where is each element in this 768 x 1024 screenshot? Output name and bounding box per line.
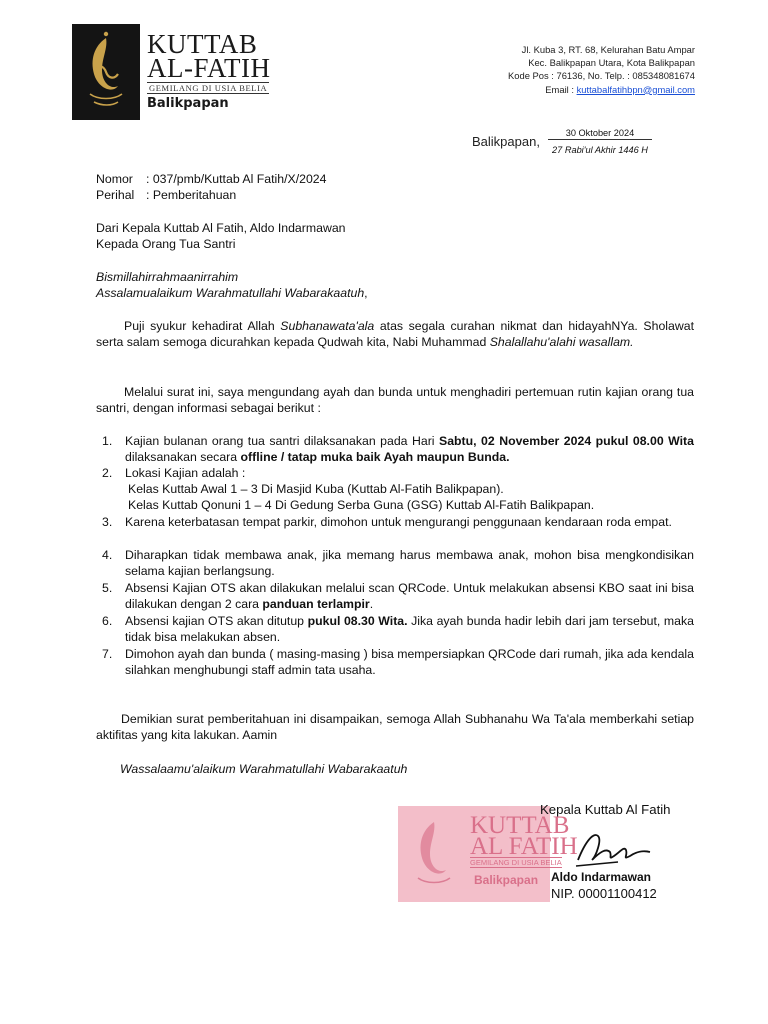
basmalah-text: Bismillahirrahmaanirrahim xyxy=(96,270,239,284)
date-gregorian: 30 Oktober 2024 xyxy=(548,128,652,140)
list-number: 2. xyxy=(102,466,113,480)
address-line: Kec. Balikpapan Utara, Kota Balikpapan xyxy=(528,57,695,69)
stamp-city: Balikpapan xyxy=(474,873,539,887)
school-name xyxy=(147,29,271,83)
nomor-value: : 037/pmb/Kuttab Al Fatih/X/2024 xyxy=(146,172,327,186)
crescent-calligraphy-icon xyxy=(72,24,140,120)
basmalah xyxy=(96,269,694,285)
school-name-line1: KUTTAB xyxy=(147,29,258,59)
stamp-logo-icon xyxy=(398,806,468,902)
salam-comma: , xyxy=(364,286,368,300)
closing-paragraph: Demikian surat pemberitahuan ini disampaikan, semoga Allah Subhanahu Wa Ta'ala memberkahi setiap aktifitas yang kita lakukan. Aamin xyxy=(96,712,694,742)
perihal-value: : Pemberitahuan xyxy=(146,188,237,202)
signatory-name: Aldo Indarmawan xyxy=(551,870,652,884)
nomor-label: Nomor xyxy=(96,172,133,186)
perihal-label: Perihal xyxy=(96,188,135,202)
list-number: 4. xyxy=(102,548,113,562)
closing-salam xyxy=(120,761,407,777)
stamp-tagline: GEMILANG DI USIA BELIA xyxy=(470,858,562,867)
school-logo xyxy=(72,24,140,120)
date-hijri: 27 Rabi'ul Akhir 1446 H xyxy=(552,145,648,155)
salam-opening xyxy=(96,285,694,301)
address-line: Jl. Kuba 3, RT. 68, Kelurahan Batu Ampar xyxy=(521,44,695,55)
school-city: Balikpapan xyxy=(147,96,229,111)
address-line: Kode Pos : 76136, No. Telp. : 085348081674 xyxy=(508,70,695,82)
handwritten-signature-icon xyxy=(572,826,656,870)
email-label: Email : xyxy=(545,83,577,95)
list-number: 3. xyxy=(102,515,113,529)
school-name-line2: AL-FATIH xyxy=(147,53,271,83)
to-line: Kepada Orang Tua Santri xyxy=(96,237,236,251)
signatory-title: Kepala Kuttab Al Fatih xyxy=(540,802,671,817)
list-number: 1. xyxy=(102,434,113,448)
list-number: 6. xyxy=(102,614,113,628)
paragraph-invitation: Melalui surat ini, saya mengundang ayah dan bunda untuk menghadiri pertemuan rutin kajian orang tua santri, dengan informasi sebagai berikut : xyxy=(96,385,694,415)
closing-salam-text: Wassalaamu'alaikum Warahmatullahi Wabarakaatuh xyxy=(120,762,408,776)
email-link[interactable]: kuttabalfatihbpn@gmail.com xyxy=(576,83,695,95)
date-place: Balikpapan, xyxy=(472,134,540,149)
from-line: Dari Kepala Kuttab Al Fatih, Aldo Indarmawan xyxy=(96,221,346,235)
email-line xyxy=(508,83,695,96)
salam-text: Assalamualaikum Warahmatullahi Wabarakaatuh xyxy=(96,286,365,300)
stamp-name: KUTTAB AL FATIH xyxy=(470,812,578,860)
list-number: 7. xyxy=(102,647,113,661)
list-number: 5. xyxy=(102,581,113,595)
school-tagline: GEMILANG DI USIA BELIA xyxy=(149,83,268,93)
signatory-nip: NIP. 00001100412 xyxy=(551,886,657,901)
school-address xyxy=(508,43,695,96)
paragraph-opening: Puji syukur kehadirat Allah Subhanawata'ala atas segala curahan nikmat dan hidayahNYa. Sholawat serta salam semoga dicurahkan kepada Qudwah kita, Nabi Muhammad Shalallahu'alahi wasallam. xyxy=(96,319,695,349)
